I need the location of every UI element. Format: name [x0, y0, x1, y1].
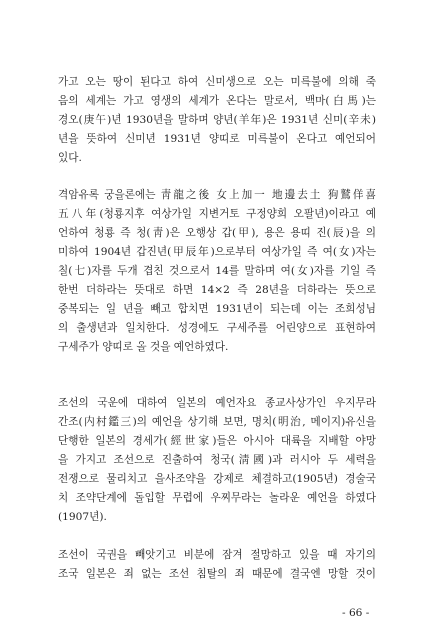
paragraph-spacer [58, 527, 376, 546]
text-line: (1907년). [58, 510, 107, 523]
text-line: 경오(庚午)년 1930년을 말하며 양년(羊年)은 1931년 신미(辛未) [58, 113, 376, 126]
paragraph-4 [58, 546, 376, 584]
text-line: 미하여 1904년 갑진년(甲辰年)으로부터 여상가일 즉 여(女)자는 [58, 246, 376, 259]
text-line: 중복되는 일 년을 빼고 합치면 1931년이 되는데 이는 조희성님 [58, 302, 376, 315]
text-line: 조선의 국운에 대하여 일본의 예언자요 종교사상가인 우지무라 [58, 397, 376, 410]
text-line: 음의 세계는 가고 영생의 세계가 온다는 말로서, 백마(白馬)는 [58, 94, 376, 107]
page-number: - 66 - [342, 607, 370, 619]
text-line: 치 조약단계에 돌입할 무렵에 우찌무라는 놀라운 예언을 하였다 [58, 491, 376, 504]
text-line: 五八年(청룡지후 여상가일 지변거토 구정양희 오팔년)이라고 예 [58, 208, 376, 221]
text-line: 단행한 일본의 경세가(經世家)들은 아시아 대륙을 지배할 야망 [58, 435, 376, 448]
text-line: 구세주가 양띠로 올 것을 예언하였다. [58, 340, 229, 353]
paragraph-3 [58, 394, 376, 526]
text-line: 간조(内村鑑三)의 예언을 상기해 보면, 명치(明治, 메이지)유신을 [58, 416, 376, 429]
text-line: 언하여 청룡 즉 청(靑)은 오행상 갑(甲), 용은 용띠 진(辰)을 의 [58, 227, 376, 240]
text-line: 칠(七)자를 두개 겹친 것으로서 14를 말하며 여(女)자를 기일 즉 [58, 265, 376, 278]
text-line: 의 출생년과 일치한다. 성경에도 구세주를 어린양으로 표현하여 [58, 321, 376, 334]
text-line: 한번 더하라는 뜻대로 하면 14×2 즉 28년을 더하라는 뜻으로 [58, 283, 376, 296]
body-text [58, 73, 376, 583]
text-line: 가고 오는 땅이 된다고 하여 신미생으로 오는 미륵불에 의해 죽 [58, 76, 376, 88]
text-line: 을 가지고 조선으로 진출하여 청국(淸國)과 러시아 두 세력을 [58, 454, 376, 467]
text-line: 년을 뜻하여 신미년 1931년 양띠로 미륵불이 온다고 예언되어 [58, 132, 376, 145]
text-line: 격암유록 궁을론에는 靑龍之後 女上加一 地邊去土 狗鷲佯喜 [58, 189, 376, 202]
text-line: 조선이 국권을 빼앗기고 비분에 잠겨 절망하고 있을 때 자기의 [58, 548, 376, 561]
text-line: 있다. [58, 151, 82, 164]
paragraph-spacer [58, 356, 376, 394]
paragraph-2 [58, 186, 376, 356]
paragraph-spacer [58, 167, 376, 186]
paragraph-1 [58, 73, 376, 167]
text-line: 조국 일본은 죄 없는 조선 침탈의 죄 때문에 결국엔 망할 것이 [58, 567, 376, 580]
text-line: 전쟁으로 물리치고 을사조약을 강제로 체결하고(1905년) 경술국 [58, 473, 376, 486]
